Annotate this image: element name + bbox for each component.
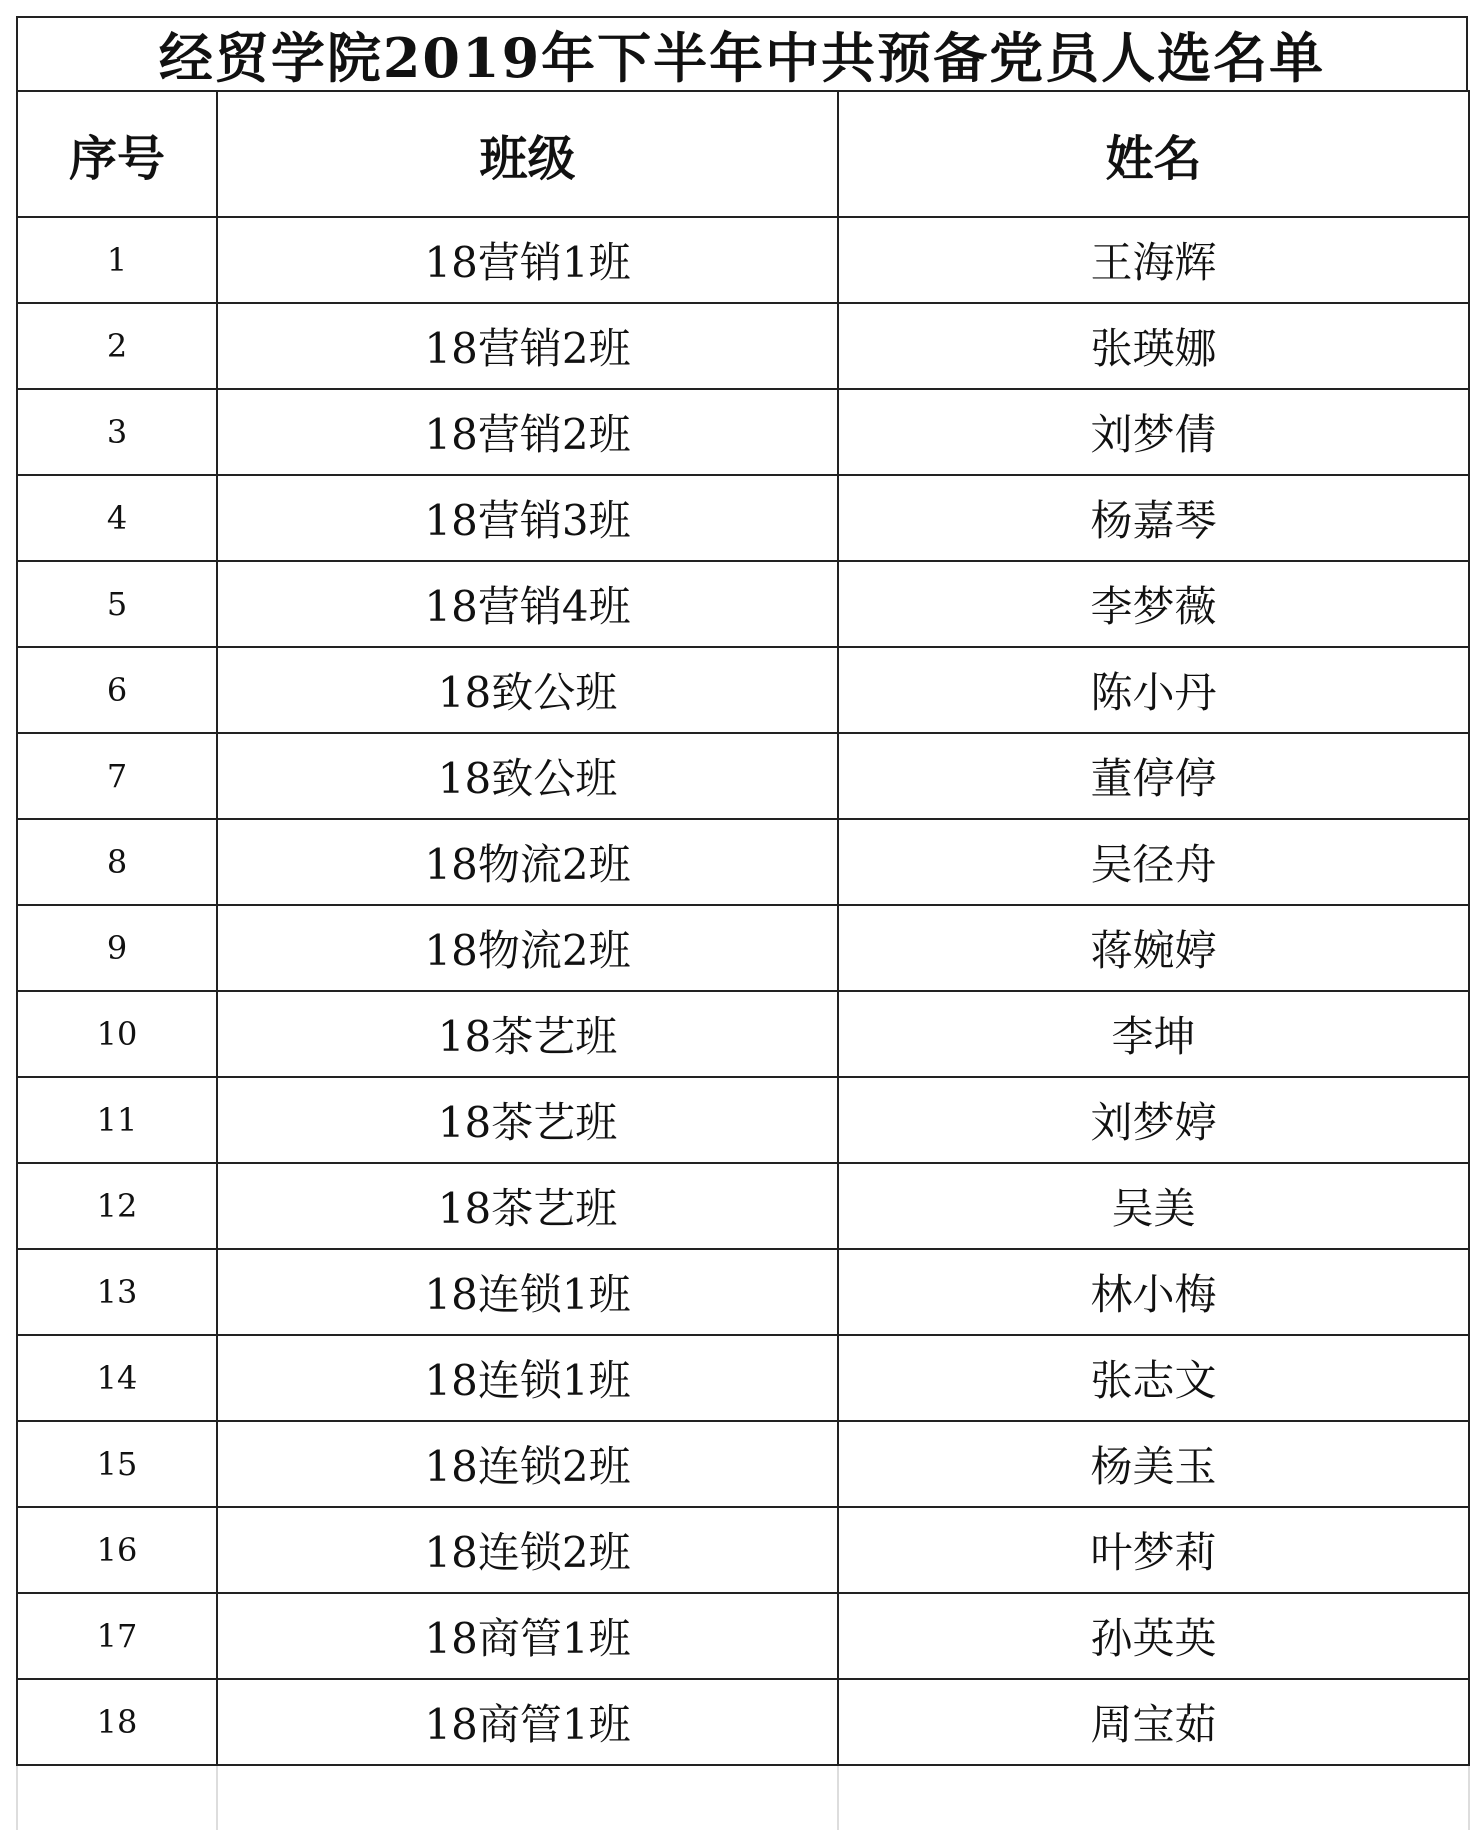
table-row (17, 475, 1469, 561)
row-name-cell: 王海辉 (838, 217, 1469, 303)
empty-cell (217, 1765, 838, 1830)
table-row (17, 1335, 1469, 1421)
row-name-cell: 周宝茹 (838, 1679, 1469, 1765)
row-class-cell: 18营销4班 (217, 561, 838, 647)
row-name-cell: 林小梅 (838, 1249, 1469, 1335)
row-class-cell: 18营销3班 (217, 475, 838, 561)
candidate-table (16, 90, 1470, 1830)
row-class-cell: 18茶艺班 (217, 1163, 838, 1249)
table-row (17, 561, 1469, 647)
row-class-cell: 18营销2班 (217, 389, 838, 475)
row-class-cell: 18物流2班 (217, 905, 838, 991)
table-row (17, 1077, 1469, 1163)
table-row (17, 819, 1469, 905)
row-index-cell: 1 (17, 217, 217, 303)
row-name-cell: 蒋婉婷 (838, 905, 1469, 991)
row-name-cell: 孙英英 (838, 1593, 1469, 1679)
row-name-cell: 李坤 (838, 991, 1469, 1077)
row-class-cell: 18商管1班 (217, 1679, 838, 1765)
row-name-cell: 张瑛娜 (838, 303, 1469, 389)
row-class-cell: 18连锁2班 (217, 1421, 838, 1507)
row-class-cell: 18商管1班 (217, 1593, 838, 1679)
table-row (17, 1163, 1469, 1249)
row-name-cell: 陈小丹 (838, 647, 1469, 733)
row-index-cell: 11 (17, 1077, 217, 1163)
row-class-cell: 18连锁1班 (217, 1335, 838, 1421)
table-row (17, 217, 1469, 303)
row-class-cell: 18致公班 (217, 733, 838, 819)
table-row (17, 389, 1469, 475)
row-name-cell: 刘梦倩 (838, 389, 1469, 475)
row-class-cell: 18营销2班 (217, 303, 838, 389)
table-body (17, 217, 1469, 1830)
row-class-cell: 18茶艺班 (217, 1077, 838, 1163)
row-class-cell: 18连锁1班 (217, 1249, 838, 1335)
row-index-cell: 16 (17, 1507, 217, 1593)
row-name-cell: 李梦薇 (838, 561, 1469, 647)
table-row (17, 905, 1469, 991)
table-row (17, 1249, 1469, 1335)
header-name: 姓名 (838, 91, 1469, 217)
row-name-cell: 杨美玉 (838, 1421, 1469, 1507)
row-index-cell: 14 (17, 1335, 217, 1421)
table-row (17, 991, 1469, 1077)
row-name-cell: 吴径舟 (838, 819, 1469, 905)
row-name-cell: 张志文 (838, 1335, 1469, 1421)
row-index-cell: 17 (17, 1593, 217, 1679)
row-index-cell: 5 (17, 561, 217, 647)
row-index-cell: 15 (17, 1421, 217, 1507)
row-name-cell: 吴美 (838, 1163, 1469, 1249)
row-index-cell: 2 (17, 303, 217, 389)
row-index-cell: 4 (17, 475, 217, 561)
table-row (17, 1421, 1469, 1507)
page-title: 经贸学院2019年下半年中共预备党员人选名单 (158, 25, 1326, 90)
row-index-cell: 18 (17, 1679, 217, 1765)
row-index-cell: 10 (17, 991, 217, 1077)
header-index: 序号 (17, 91, 217, 217)
row-name-cell: 董停停 (838, 733, 1469, 819)
table-row (17, 1679, 1469, 1765)
header-row (17, 91, 1469, 217)
row-index-cell: 7 (17, 733, 217, 819)
row-class-cell: 18连锁2班 (217, 1507, 838, 1593)
row-index-cell: 12 (17, 1163, 217, 1249)
table-row (17, 647, 1469, 733)
empty-row (17, 1765, 1469, 1830)
table-row (17, 1593, 1469, 1679)
title-row (16, 16, 1468, 90)
row-name-cell: 杨嘉琴 (838, 475, 1469, 561)
row-name-cell: 叶梦莉 (838, 1507, 1469, 1593)
table-row (17, 733, 1469, 819)
row-class-cell: 18营销1班 (217, 217, 838, 303)
table-row (17, 303, 1469, 389)
row-class-cell: 18茶艺班 (217, 991, 838, 1077)
row-index-cell: 6 (17, 647, 217, 733)
table-row (17, 1507, 1469, 1593)
row-index-cell: 8 (17, 819, 217, 905)
empty-cell (838, 1765, 1469, 1830)
empty-cell (17, 1765, 217, 1830)
row-index-cell: 3 (17, 389, 217, 475)
row-index-cell: 9 (17, 905, 217, 991)
header-class: 班级 (217, 91, 838, 217)
row-class-cell: 18物流2班 (217, 819, 838, 905)
row-index-cell: 13 (17, 1249, 217, 1335)
candidate-list-sheet (16, 16, 1468, 1830)
row-name-cell: 刘梦婷 (838, 1077, 1469, 1163)
row-class-cell: 18致公班 (217, 647, 838, 733)
